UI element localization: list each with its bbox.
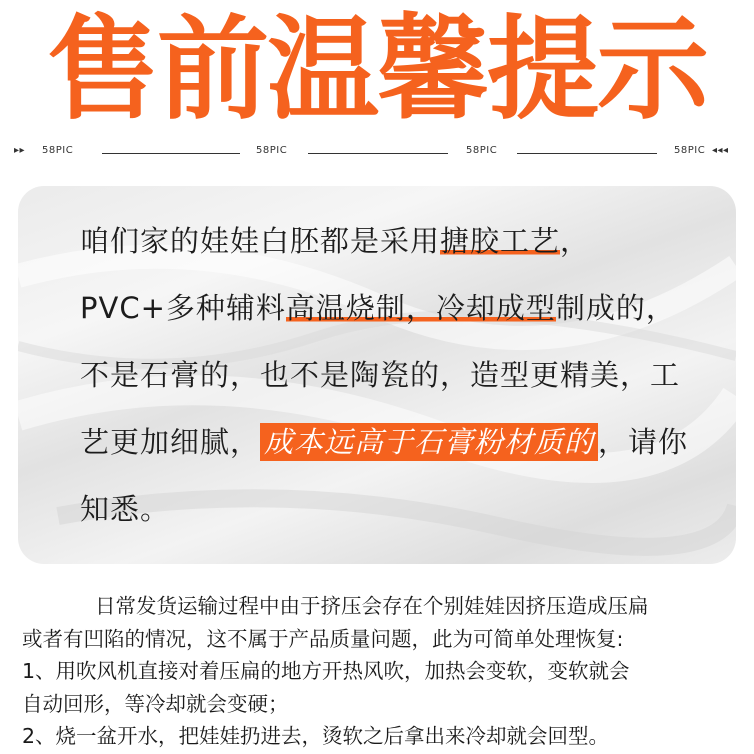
highlight-tangjiao: 搪胶工艺 [440,224,561,258]
note-line-5: 2、烧一盆开水，把娃娃扔进去，烫软之后拿出来冷却就会回型。 [22,724,610,748]
card-text-3: 制成的，不是石膏的，也不是陶瓷的，造型更精美，工艺更加细腻， [80,291,681,459]
note-line-1: 日常发货运输过程中由于挤压会存在个别娃娃因挤压造成压扁 [95,594,649,618]
note-line-2: 或者有凹陷的情况，这不属于产品质量问题，此为可简单处理恢复: [22,626,624,651]
divider-watermark-1: 58PIC [42,145,74,156]
notice-card [18,186,736,564]
card-text-1: 咱们家的娃娃白胚都是采用 [80,224,441,258]
card-paragraph [80,208,700,543]
shipping-note [22,590,750,753]
divider-row [0,143,754,163]
card-text-4: ，请你知悉。 [80,425,689,526]
divider-watermark-3: 58PIC [466,145,498,156]
highlight-gaowen: 高温烧制，冷却成型 [285,291,556,325]
divider-line-2 [308,153,448,154]
divider-watermark-2: 58PIC [256,145,288,156]
note-line-3: 1、用吹风机直接对着压扁的地方开热风吹，加热会变软，变软就会 [22,659,630,683]
divider-line-1 [102,153,240,154]
divider-left-marker: ▸▸ [14,145,26,156]
card-text-2: ，PVC+多种辅料 [80,224,591,325]
headline-title: 售前温馨提示 [47,5,707,135]
divider-watermark-4: 58PIC [674,145,706,156]
note-line-4: 自动回形，等冷却就会变硬； [22,691,289,716]
divider-line-3 [517,153,657,154]
highlight-cost: 成本远高于石膏粉材质的 [260,423,598,461]
divider-right-marker: ◂◂◂ [712,145,729,156]
